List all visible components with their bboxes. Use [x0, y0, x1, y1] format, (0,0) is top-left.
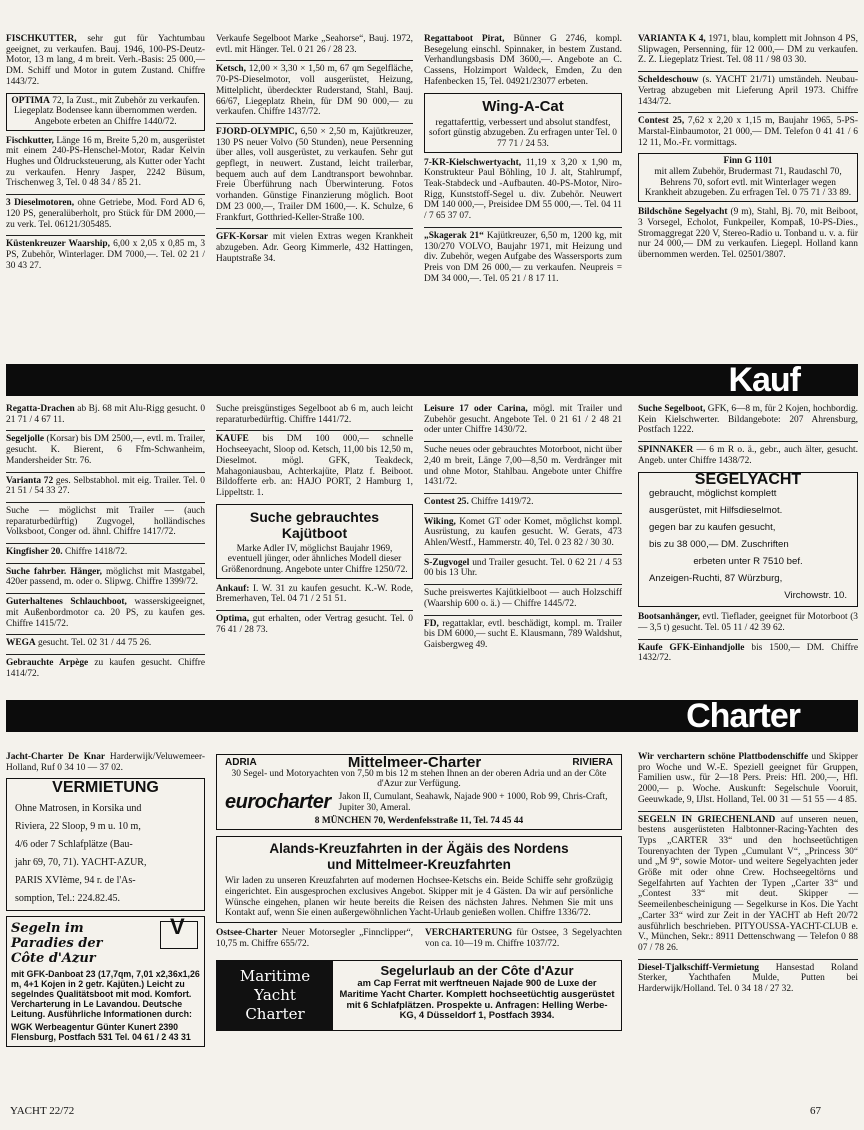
- ad-address: 8 MÜNCHEN 70, Werdenfelsstraße 11, Tel. 74 45 44: [314, 815, 524, 826]
- divider: [6, 563, 205, 564]
- classified-ad: VARIANTA K 4, 1971, blau, komplett mit Johnson 4 PS, Slipwagen, Persenning, für 12 000,— DM zu verkaufen. Z. Z. Liegeplatz Triest. Tel. 08 11 / 98 03 30.: [638, 34, 859, 66]
- ad-line: Côte d'Azur: [11, 951, 96, 967]
- classified-ad: Suche fahrber. Hänger, möglichst mit Mastgabel, 420er passend, m. oder o. Slipwg. Chiffre 1399/72.: [6, 566, 205, 588]
- classified-ad: Optima, gut erhalten, oder Vertrag gesucht. Tel. 0 76 41 / 28 73.: [216, 614, 413, 635]
- classified-ad: KAUFE bis DM 100 000,— schnelle Hochseeyacht, Sloop od. Ketsch, 11,00 bis 12,50 m, Dieselmot. mögl. GFK, Teakdeck, Mahagoniausbau, Achterkajüte, Platz f. Beiboot. Bildofferte erb. an: HAJO PORT, 2 Hamburg 1, Lippeltstr. 1.: [216, 434, 413, 498]
- boxed-ad-vermietung: [6, 778, 205, 911]
- classified-ad: Regattaboot Pirat, Bünner G 2746, kompl. Besegelung einschl. Spinnaker, in bestem Zustand. Verhandlungsbasis DM 3600,—. Angebote an C. Cassens, Holzimport Waldeck, Emden, Zu den Hafenbecken 15, Tel. 04921/23077 erbeten.: [424, 34, 622, 87]
- classified-ad: Segeljolle (Korsar) bis DM 2500,—, evtl. m. Trailer, gesucht. K. Bierent, 6 Ffm-Schwanheim, Mandersheider Str. 76.: [6, 434, 206, 466]
- classified-ad: SEGELN IN GRIECHENLAND auf unseren neuen, bestens ausgerüsteten Halbtonner-Racing-Yachten des Typs „CARTER 33“ und den hochseetüchtigen Tourenyachten der Typen „Cumulant V“, „Princess 30“ und „M 9“, sowie Motor- und weitere Segelyachten jeder Größe mit oder ohne Crew. Hochseegeltörns und Segelfahrten auf Yachten der Typen „Carter 33“ und „Contest 33“ mit deut. Skipper — Seemeilenbescheinigung — Segelkurse in Kos. Die Yacht „Carter 33“ wird zur Zeit in der YACHT ab Heft 20/72 ausführlich beschrieben. PITYOUSSA-YACHT-CLUB e. V., München, Sekr.: 8911 Dettenschwang — Telefon 0 88 07 / 78 26.: [638, 814, 859, 953]
- ad-title: Suche gebrauchtes Kajütboot: [249, 508, 380, 541]
- ad-line: Paradies der: [11, 936, 103, 952]
- classified-ad: FJORD-OLYMPIC, 6,50 × 2,50 m, Kajütkreuzer, 130 PS neuer Volvo (50 Stunden), neue Persenning über alles, voll ausgerüstet, zu verkaufen. Sehr gut gepflegt, in neuwert. Zustand, leicht trailerbar, bequem auch auf dem Landtransport bewohnbar. Freie Überführung nach Überwinterung. Fotos vorhanden. Günstige Finanzierung möglich. Boot DM 23 000,—, Trailer DM 1600,—. K. Schulze, 6 Frankfurt, Gotthried-Keller-Straße 100.: [216, 126, 413, 223]
- divider: [216, 60, 413, 61]
- divider: [638, 71, 858, 72]
- ad-title: Finn G 1101: [723, 156, 773, 167]
- buy-column-2: [216, 404, 413, 641]
- divider: [638, 639, 858, 640]
- classified-ad: Leisure 17 oder Carina, mögl. mit Trailer und Zubehör gesucht. Angebote Tel. 0 21 61 / 2 48 21 oder unter Chiffre 1430/72.: [424, 404, 623, 436]
- charter-column-1: [6, 752, 205, 1047]
- classified-ad: Varianta 72 ges. Selbstabhol. mit eig. Trailer. Tel. 0 21 51 / 54 33 27.: [6, 475, 205, 497]
- classified-ad: Suche preisgünstiges Segelboot ab 6 m, auch leicht reparaturbedürftig. Chiffre 1441/72.: [216, 404, 413, 425]
- classified-ad: Kaufe GFK-Einhandjolle bis 1500,— DM. Chiffre 1432/72.: [638, 642, 858, 664]
- classified-ad: Kingfisher 20. Chiffre 1418/72.: [6, 547, 128, 558]
- classified-ad: Verkaufe Segelboot Marke „Seahorse“, Bauj. 1972, evtl. mit Hänger. Tel. 0 21 26 / 28 23.: [216, 34, 413, 55]
- ad-body: mit allem Zubehör, Brudermast 71, Raudaschl 70, Behrens 70, sofort evtl. mit Winterlager wegen Krankheit abzugeben. Zu erfragen Tel. 0 75 71 / 33 89.: [644, 167, 852, 199]
- divider: [216, 228, 413, 229]
- ad-body: mit GFK-Danboat 23 (17,7qm, 7,01 x2,36x1,26 m, 4+1 Kojen in 2 getr. Kajüten.) Leicht zu segelndes Qualitätsboot mit mod. Komfort. Vercharterung in Le Lavandou. Deutsche Leitung. Ausführliche Informationen durch:: [11, 969, 200, 1020]
- divider: [638, 112, 858, 113]
- classified-ad: Ostsee-Charter Neuer Motorsegler „Finnclipper“, 10,75 m. Chiffre 655/72.: [216, 928, 413, 949]
- ad-text: am Cap Ferrat mit werftneuen Najade 900 de Luxe der Maritime Yacht Charter. Komplett hochseetüchtig ausgerüstet mit 6 Schlafplätzen. Prospekte u. Anfragen: Helling Werbe-KG, 4 Düsseldorf 1, Postfach 3934.: [339, 977, 615, 1021]
- classified-ad: Bildschöne Segelyacht (9 m), Stahl, Bj. 70, mit Beiboot, 3 Vorsegel, Echolot, Funkpeiler, Kompaß, 10-PS-Dies., Stromaggregat 220 V, Stereo-Radio u. Tonband u. v. a. für nur 24 000,— DM zu verkaufen. Liegepl. Holland kann übernommen werden. Tel. 02501/3807.: [638, 207, 859, 260]
- classified-ad: Suche — möglichst mit Trailer — (auch reparaturbedürftig) Zugvogel, holländisches Volksboot, Conger od. ähnl. Chiffre 1417/72.: [6, 505, 205, 538]
- ad-fleet: Jakon II, Cumulant, Seahawk, Najade 900 + 1000, Rob 99, Chris-Craft, Jupiter 30, Ameral.: [338, 792, 608, 813]
- divider: [424, 227, 622, 228]
- charter-column-4: [638, 752, 858, 1000]
- classified-ad: Scheldeschouw (s. YACHT 21/71) umständeh. Neubau-Vertrag abzugeben mit Lieferung April 1973. Chiffre 1434/72.: [638, 75, 858, 107]
- ad-body: Wir laden zu unseren Kreuzfahrten auf modernen Hochsee-Ketschs ein. Beide Schiffe sehr großzügig eingerichtet. Ein ausgesprochen exclusives Angebot. Skipper mit je 4 Gästen. Da wir auf persönliche Wünsche eingehen, planen wir heute bereits die Reisen des nächsten Jahres. Nehmen Sie mit uns Kontakt auf, wenn Sie einen außergewöhnlichen Yacht-Urlaub genießen wollen. Chiffre 1336/72.: [225, 876, 613, 919]
- divider: [6, 593, 205, 594]
- ad-title: SEGELYACHT: [694, 470, 802, 488]
- flag-icon: [160, 921, 198, 949]
- divider: [638, 811, 858, 812]
- ad-line: bis zu 38 000,— DM. Zuschriften: [649, 539, 789, 551]
- classified-ad: Diesel-Tjalkschiff-Vermietung Hansestad Roland Sterker, Yachthafen Mulde, Putten bei Harderwijk/Holland. Tel. 0 34 18 / 27 32.: [638, 962, 858, 995]
- ad-line: Anzeigen-Ruchti, 87 Würzburg,: [649, 573, 783, 585]
- divider: [6, 235, 205, 236]
- divider: [638, 441, 858, 442]
- ad-line: Ohne Matrosen, in Korsika und: [15, 803, 142, 815]
- ad-line: gebraucht, möglichst komplett: [649, 488, 777, 500]
- ad-body: [643, 485, 853, 604]
- page-number: 67: [810, 1105, 821, 1117]
- ad-body: [11, 800, 200, 908]
- divider: [6, 194, 205, 195]
- ad-line: Segeln im: [11, 921, 84, 937]
- ad-header: [225, 754, 613, 771]
- ad-line: ausgerüstet, mit Hilfsdieselmot.: [649, 505, 783, 517]
- classified-ad: Contest 25, 7,62 x 2,20 x 1,15 m, Baujahr 1965, 5-PS-Marstal-Einbaumotor, 21 000,— DM. Telefon 0 41 41 / 6 12 11, Mo.-Fr. vormittags.: [638, 116, 858, 148]
- classified-ad: Wiking, Komet GT oder Komet, möglichst kompl. Ausrüstung, zu kaufen gesucht. W. Gerats, 473 Ahlen/Westf., Hammerstr. 40, Tel. 0 23 82 / 30 30.: [424, 516, 622, 549]
- charter-center: [216, 752, 622, 1031]
- ad-body: 30 Segel- und Motoryachten von 7,50 m bis 12 m stehen Ihnen an der oberen Adria und an der Côte d'Azur zur Verfügung.: [231, 768, 607, 790]
- classified-ad: S-Zugvogel und Trailer gesucht. Tel. 0 62 21 / 4 53 00 bis 13 Uhr.: [424, 557, 622, 579]
- divider: [638, 959, 858, 960]
- divider: [424, 513, 622, 514]
- ad-line: Virchowstr. 10.: [784, 590, 847, 602]
- classified-ad: WEGA gesucht. Tel. 02 31 / 44 75 26.: [6, 638, 152, 649]
- divider: [6, 430, 205, 431]
- section-banner-charter: Charter: [6, 700, 858, 732]
- classified-ad: „Skagerak 21“ Kajütkreuzer, 6,50 m, 1200 kg, mit 130/270 VOLVO, Baujahr 1971, mit Heizung und div. Zubehör, wegen Aufgabe des Wassersports zum Preis von DM 26 000,— zu verkaufen. Neupreis = DM 34 000,—. Tel. 05 21 / 8 17 11.: [424, 230, 622, 284]
- divider: [424, 554, 622, 555]
- ad-contact: WGK Werbeagentur Günter Kunert 2390 Flensburg, Postfach 531 Tel. 04 61 / 2 43 31: [11, 1022, 191, 1043]
- buy-column-3: [424, 404, 622, 656]
- ad-line: jahr 69, 70, 71). YACHT-AZUR,: [15, 857, 147, 869]
- boxed-ad-maritime-yacht-charter: [216, 960, 622, 1031]
- classified-ad: 7-KR-Kielschwertyacht, 11,19 x 3,20 x 1,90 m, Konstrukteur Paul Böhling, 10 J. alt, Stahlrumpf, Teak-Stabdeck und -Aufbauten. 40-PS-Motor, Niro-Rigg, Kunststoff-Segel u. div. Zubehör. Neuwert DM 140 000,—, Preisidee DM 55 000,—. Tel. 04 11 / 7 65 37 07.: [424, 157, 622, 222]
- classified-ad: Bootsanhänger, evtl. Tieflader, geeignet für Motorboot (3 — 3,5 t) gesucht. Tel. 05 11 / 42 39 62.: [638, 612, 858, 633]
- boxed-ad-mittelmeer-charter: [216, 754, 622, 830]
- issue-label: YACHT 22/72: [10, 1105, 75, 1117]
- ad-line: somption, Tel.: 224.82.45.: [15, 893, 120, 905]
- ad-title: Alands-Kreuzfahrten in der Ägäis des Nordens: [269, 841, 569, 857]
- divider: [424, 441, 622, 442]
- classified-ad: VERCHARTERUNG für Ostsee, 3 Segelyachten von ca. 10—19 m. Chiffre 1037/72.: [425, 928, 622, 949]
- classified-ad: GFK-Korsar mit vielen Extras wegen Krankheit abzugeben. Adr. Georg Kimmerle, 432 Hattingen, Hauptstraße 34.: [216, 232, 414, 264]
- boxed-ad-segelyacht: [638, 472, 858, 608]
- ad-title: Wing-A-Cat: [482, 97, 564, 115]
- boxed-ad-alands: [216, 836, 622, 923]
- classified-ad: Küstenkreuzer Waarship, 6,00 x 2,05 x 0,85 m, 3 PS, Zubehör, Winterlager. DM 7000,—. Tel. 02 21 / 30 43 27.: [6, 239, 206, 271]
- divider: [424, 615, 622, 616]
- ad-title: Mittelmeer-Charter: [347, 754, 482, 771]
- divider: [6, 472, 205, 473]
- section-banner-kauf: Kauf: [6, 364, 858, 396]
- classified-ad: FISCHKUTTER, sehr gut für Yachtumbau geeignet, zu verkaufen. Bauj. 1946, 100-PS-Deutz-Motor, 13 m lang, 4 m breit. Verh.-Basis: 25 000,— DM. Schiff und Motor in gutem Zustand. Chiffre 1443/72.: [6, 34, 205, 87]
- classified-ad: SPINNAKER — 6 m R o. ä., gebr., auch älter, gesucht. Angeb. unter Chiffre 1438/72.: [638, 445, 859, 466]
- ad-title: VERMIETUNG: [52, 779, 159, 797]
- ad-body: Marke Adler IV, möglichst Baujahr 1969, eventuell jünger, oder ähnliches Modell dieser Größenordnung. Angebote unter Chiffre 1250/72.: [221, 543, 408, 576]
- classified-ad: Fischkutter, Länge 16 m, Breite 5,20 m, ausgerüstet mit einem 240-PS-Henschel-Motor, Radar Kelvin Hughes und Öldrucksteuerung, als Kutter oder Yacht zu verkaufen. Henry Jasper, 2242 Büsum, Trischenweg 3, Tel. 0 48 34 / 85 21.: [6, 135, 205, 189]
- divider: [216, 610, 413, 611]
- ad-line: Riviera, 22 Sloop, 9 m u. 10 m,: [15, 821, 141, 833]
- divider: [216, 430, 413, 431]
- buy-column-4: [638, 404, 858, 669]
- divider: [6, 634, 205, 635]
- charter-small-ads: [216, 928, 622, 954]
- divider: [6, 543, 205, 544]
- classified-ad: Guterhaltenes Schlauchboot, wasserskigeeignet, mit Außenbordmotor ca. 20 PS, zu kaufen ges. Chiffre 1415/72.: [6, 597, 205, 629]
- classified-ad: FD, regattaklar, evtl. beschädigt, kompl. m. Trailer bis DM 6000,— sucht E. Klausmann, 789 Waldshut, Gaisbergweg 49.: [424, 618, 623, 650]
- classified-ad: Gebrauchte Arpège zu kaufen gesucht. Chiffre 1414/72.: [6, 657, 205, 679]
- boxed-ad-kajutboot: [216, 504, 413, 579]
- divider: [6, 502, 205, 503]
- logo-line: Maritime: [239, 967, 311, 986]
- boxed-ad-optima: OPTIMA 72, Ia Zust., mit Zubehör zu verkaufen. Liegeplatz Bodensee kann übernommen werden. Angebote erbeten an Chiffre 1440/72.: [6, 93, 205, 131]
- classified-ad: Suche neues oder gebrauchtes Motorboot, nicht über 2,40 m breit, Länge 7,00—8,50 m. Verdränger mit und ohne Motor, Stahlbau. Angebote unter Chiffre 1431/72.: [424, 445, 622, 488]
- boxed-ad-finn: [638, 153, 858, 202]
- classified-ad: Regatta-Drachen ab Bj. 68 mit Alu-Rigg gesucht. 0 21 71 / 4 67 11.: [6, 404, 206, 425]
- ad-line: PARIS XVIème, 94 r. de l'As-: [15, 875, 136, 887]
- ad-title: Segelurlaub an der Côte d'Azur: [380, 963, 574, 979]
- logo-line: Yacht: [254, 986, 296, 1005]
- classified-ad: Jacht-Charter De Knar Harderwijk/Veluwemeer-Holland, Ruf 0 34 10 — 37 02.: [6, 752, 206, 773]
- divider: [6, 654, 205, 655]
- sale-column-3: [424, 34, 622, 289]
- divider: [216, 123, 413, 124]
- eurocharter-logo: eurocharter: [225, 791, 331, 814]
- maritime-yacht-charter-logo: [217, 961, 333, 1030]
- classified-ad: Ketsch, 12,00 × 3,30 × 1,50 m, 67 qm Segelfläche, 70-PS-Dieselmotor, voll ausgerüstet, Heizung, Mittelplicht, überdeckter Ruderstand, Stahl, Bauj. 66/67, Liegeplatz Rhein, für DM 90 000,— zu verkaufen. Chiffre 1437/72.: [216, 64, 414, 118]
- ad-body: [333, 961, 621, 1030]
- boxed-ad-segeln-cote-azur: [6, 916, 205, 1047]
- sale-column-2: [216, 34, 413, 269]
- classified-ad: Ankauf: I. W. 31 zu kaufen gesucht. K.-W. Rode, Bremerhaven, Tel. 04 71 / 2 51 51.: [216, 583, 413, 605]
- ad-subtitle: und Mittelmeer-Kreuzfahrten: [327, 857, 511, 873]
- boxed-ad-wing-a-cat: [424, 93, 622, 153]
- ad-body: regattaferttig, verbessert und absolut standfest, sofort günstig abzugeben. Zu erfragen unter Tel. 0 77 71 / 24 53.: [429, 117, 617, 149]
- ad-region-right: RIVIERA: [572, 757, 613, 768]
- classified-ad: Suche Segelboot, GFK, 6—8 m, für 2 Kojen, hochbordig. Kein Kielschwerter. Bildangebote: 207 Ahrensburg, Postfach 1222.: [638, 404, 858, 436]
- classified-ad: Suche preiswertes Kajütkielboot — auch Holzschiff (Waarship 600 o. ä.) — Chiffre 1445/72.: [424, 588, 622, 609]
- divider: [424, 584, 622, 585]
- ad-line: erbeten unter R 7510 bef.: [693, 556, 803, 568]
- ad-line: 4/6 oder 7 Schlafplätze (Bau-: [15, 839, 133, 851]
- sale-column-1: [6, 34, 205, 276]
- classified-ad: Wir verchartern schöne Plattbodenschiffe und Skipper pro Woche und W.-E. Speziell geeignet für Gruppen, Familien usw., für 2—18 Pers. Preis: Hfl. 200,—, Hfl. 2000,— p. Woche. Auskunft: Segelschule Vooruit, Geeuwkade, 9, IJlst. Holland, Tel. 00 31 — 51 55 — 4 85.: [638, 752, 858, 805]
- classified-ad: Contest 25. Chiffre 1419/72.: [424, 496, 534, 507]
- sale-column-4: [638, 34, 858, 266]
- ad-line: gegen bar zu kaufen gesucht,: [649, 522, 776, 534]
- divider: [424, 493, 622, 494]
- ad-region-left: ADRIA: [225, 757, 257, 768]
- classified-ad: 3 Dieselmotoren, ohne Getriebe, Mod. Ford AD 6, 120 PS, generalüberholt, pro Stück für DM 2000,— zu verk. Tel. 06121/305485.: [6, 198, 206, 230]
- logo-line: Charter: [245, 1005, 305, 1024]
- buy-column-1: [6, 404, 205, 684]
